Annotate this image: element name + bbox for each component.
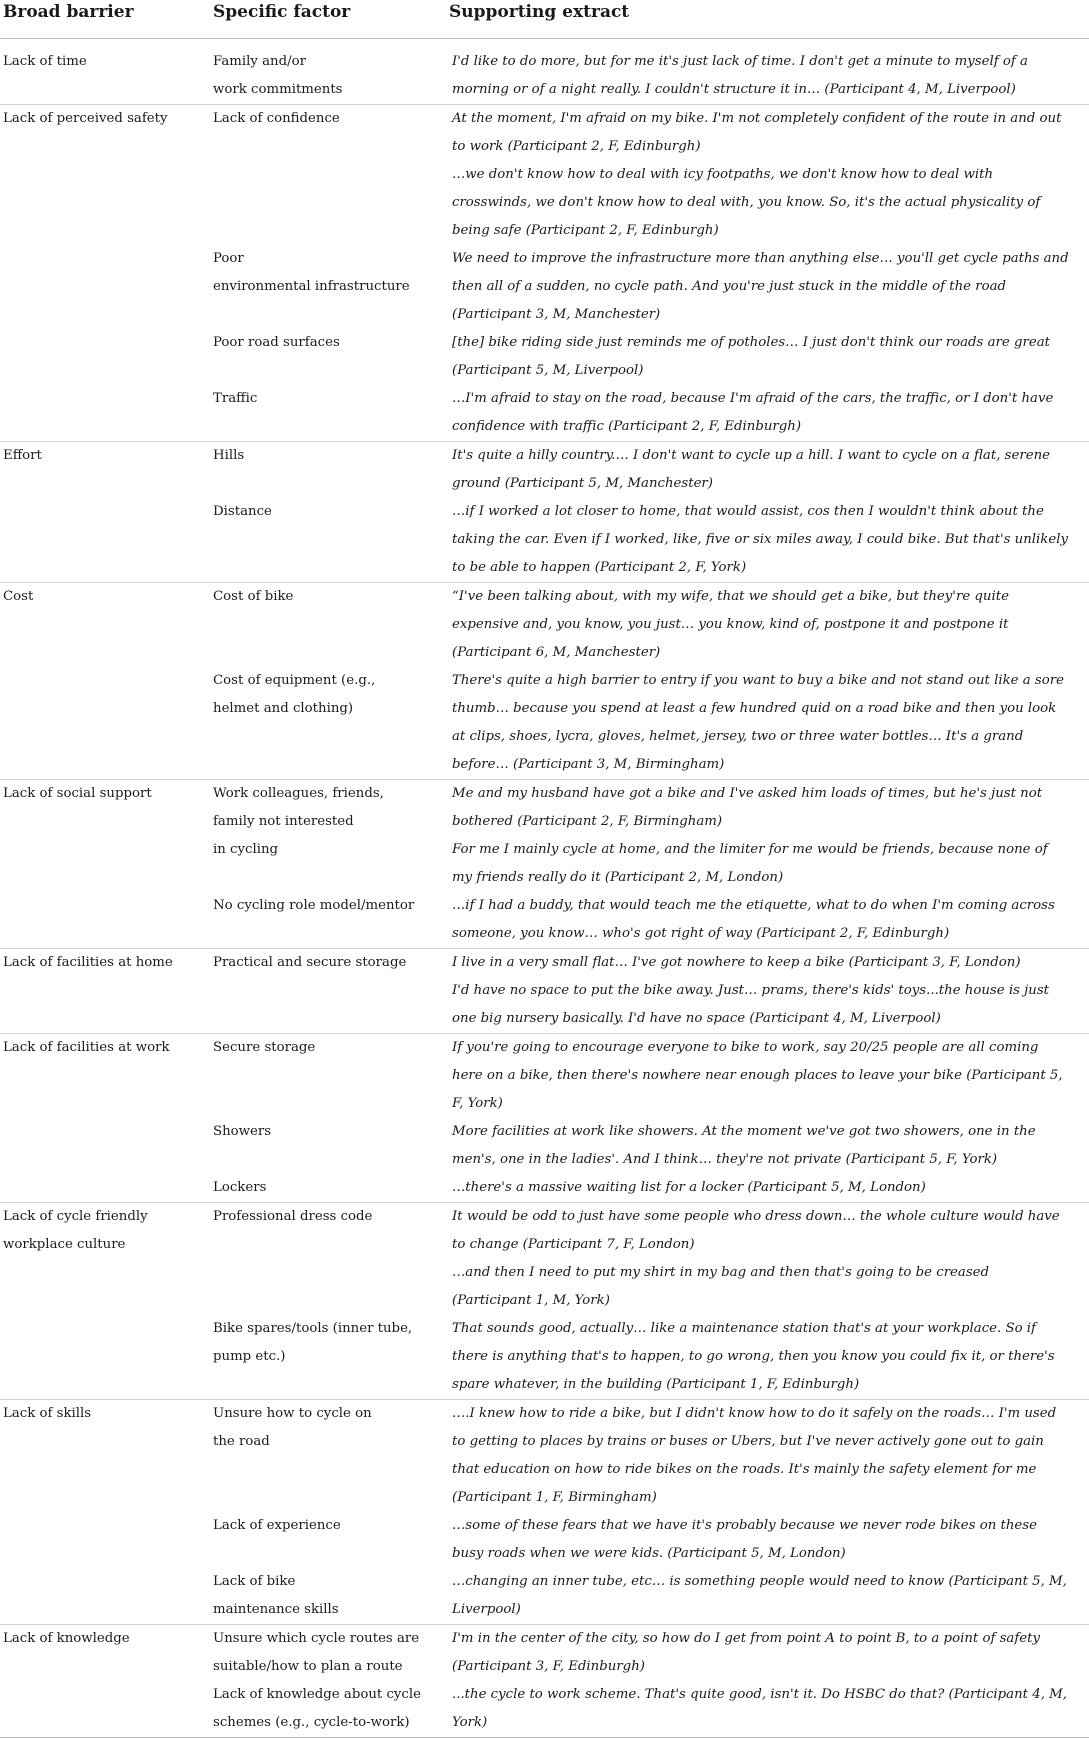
barrier-group-table — [0, 1034, 1089, 1202]
broad-barrier-cell — [0, 1625, 213, 1681]
table-row — [0, 1118, 1089, 1174]
table-body — [0, 48, 1089, 1738]
broad-barrier-cell — [0, 1118, 213, 1174]
supporting-extract-quote: ...the cycle to work scheme. That's quite good, isn't it. Do HSBC do that? (Participant 4, M, York) — [452, 1687, 1067, 1730]
supporting-extract-cell — [452, 892, 1089, 948]
supporting-extract-quote: …some of these fears that we have it's probably because we never rode bikes on these busy roads when we were kids. (Participant 5, M, London) — [452, 1518, 1037, 1561]
specific-factor-cell — [213, 892, 452, 948]
specific-factor-text: Lack of experience — [213, 1518, 341, 1533]
broad-barrier-cell — [0, 442, 213, 498]
supporting-extract-quote: …changing an inner tube, etc… is something people would need to know (Participant 5, M, Liverpool) — [452, 1574, 1067, 1617]
supporting-extract-cell — [452, 583, 1089, 667]
specific-factor-text: No cycling role model/mentor — [213, 898, 415, 913]
specific-factor-cell — [213, 1034, 452, 1118]
broad-barrier-text: Lack of time — [3, 54, 87, 69]
broad-barrier-text: Lack of knowledge — [3, 1631, 130, 1646]
supporting-extract-cell — [452, 1118, 1089, 1174]
specific-factor-text: Cost of equipment (e.g., helmet and clothing) — [213, 673, 376, 716]
supporting-extract-cell — [452, 329, 1089, 385]
supporting-extract-quote: “I've been talking about, with my wife, that we should get a bike, but they're quite expensive and, you know, you just… you know, kind of, postpone it and postpone it (Participant 6, M, Manchester) — [452, 589, 1009, 660]
barrier-group — [0, 1625, 1089, 1738]
supporting-extract-quote: It's quite a hilly country.… I don't want to cycle up a hill. I want to cycle on a flat, serene ground (Participant 5, M, Manchester) — [452, 448, 1050, 491]
specific-factor-text: Hills — [213, 448, 245, 463]
table-row — [0, 329, 1089, 385]
specific-factor-cell — [213, 949, 452, 1033]
supporting-extract-cell — [452, 667, 1089, 779]
broad-barrier-text: Cost — [3, 589, 34, 604]
broad-barrier-text: Lack of social support — [3, 786, 152, 801]
barrier-group-table — [0, 1400, 1089, 1624]
barrier-group — [0, 48, 1089, 105]
specific-factor-text: Professional dress code — [213, 1209, 373, 1224]
table-row — [0, 105, 1089, 245]
table-row — [0, 442, 1089, 498]
specific-factor-text: Unsure which cycle routes are suitable/how to plan a route — [213, 1631, 420, 1674]
table-row — [0, 1034, 1089, 1118]
broad-barrier-text: Lack of skills — [3, 1406, 92, 1421]
broad-barrier-cell — [0, 498, 213, 582]
broad-barrier-cell — [0, 329, 213, 385]
specific-factor-text: Lack of bike maintenance skills — [213, 1574, 339, 1617]
broad-barrier-cell — [0, 1512, 213, 1568]
barrier-group — [0, 1400, 1089, 1625]
table-row — [0, 1174, 1089, 1202]
table-row — [0, 1400, 1089, 1512]
supporting-extract-quote: …there's a massive waiting list for a locker (Participant 5, M, London) — [452, 1180, 926, 1195]
supporting-extract-cell — [452, 780, 1089, 892]
broad-barrier-cell — [0, 1203, 213, 1315]
supporting-extract-quote: I'd like to do more, but for me it's just lack of time. I don't get a minute to myself of a morning or of a night really. I couldn't structure it in… (Participant 4, M, Liverpool) — [452, 54, 1028, 97]
supporting-extract-cell — [452, 1203, 1089, 1315]
broad-barrier-cell — [0, 1174, 213, 1202]
table-row — [0, 385, 1089, 441]
supporting-extract-cell — [452, 498, 1089, 582]
supporting-extract-quote: …and then I need to put my shirt in my bag and then that's going to be creased (Participant 1, M, York) — [452, 1265, 990, 1308]
table-row — [0, 583, 1089, 667]
supporting-extract-quote: …if I had a buddy, that would teach me the etiquette, what to do when I'm coming across someone, you know… who's got right of way (Participant 2, F, Edinburgh) — [452, 898, 1055, 941]
broad-barrier-cell — [0, 385, 213, 441]
specific-factor-text: Practical and secure storage — [213, 955, 407, 970]
specific-factor-text: Distance — [213, 504, 272, 519]
barrier-group — [0, 780, 1089, 949]
specific-factor-text: Lack of knowledge about cycle schemes (e.g., cycle-to-work) — [213, 1687, 421, 1730]
header-supporting-extract: Supporting extract — [449, 2, 630, 22]
barrier-group-table — [0, 780, 1089, 948]
broad-barrier-cell — [0, 780, 213, 892]
barrier-group — [0, 949, 1089, 1034]
specific-factor-cell — [213, 385, 452, 441]
supporting-extract-quote: ….I knew how to ride a bike, but I didn't know how to do it safely on the roads… I'm used to getting to places by trains or buses or Ubers, but I've never actively gone out to gain that education on how to ride bikes on the roads. It's mainly the safety element for me (Participant 1, F, Birmingham) — [452, 1406, 1057, 1505]
specific-factor-cell — [213, 48, 452, 104]
broad-barrier-cell — [0, 48, 213, 104]
specific-factor-text: Lockers — [213, 1180, 267, 1195]
supporting-extract-cell — [452, 1315, 1089, 1399]
specific-factor-cell — [213, 780, 452, 892]
broad-barrier-text: Lack of perceived safety — [3, 111, 168, 126]
specific-factor-text: Traffic — [213, 391, 258, 406]
specific-factor-cell — [213, 1681, 452, 1737]
broad-barrier-text: Lack of cycle friendly workplace culture — [3, 1209, 148, 1252]
supporting-extract-quote: I live in a very small flat… I've got nowhere to keep a bike (Participant 3, F, London) — [452, 955, 1021, 970]
supporting-extract-quote: For me I mainly cycle at home, and the limiter for me would be friends, because none of my friends really do it (Participant 2, M, London) — [452, 842, 1048, 885]
specific-factor-cell — [213, 498, 452, 582]
supporting-extract-quote: I'm in the center of the city, so how do I get from point A to point B, to a point of safety (Participant 3, F, Edinburgh) — [452, 1631, 1041, 1674]
barrier-group — [0, 1203, 1089, 1400]
specific-factor-text: Bike spares/tools (inner tube, pump etc.) — [213, 1321, 413, 1364]
supporting-extract-cell — [452, 1400, 1089, 1512]
broad-barrier-text: Lack of facilities at work — [3, 1040, 170, 1055]
specific-factor-cell — [213, 329, 452, 385]
table-row — [0, 245, 1089, 329]
header-broad-barrier: Broad barrier — [3, 2, 134, 22]
specific-factor-text: Showers — [213, 1124, 272, 1139]
barrier-group-table — [0, 583, 1089, 779]
table-header — [0, 0, 1089, 39]
supporting-extract-cell — [452, 105, 1089, 245]
specific-factor-cell — [213, 1625, 452, 1681]
supporting-extract-quote: At the moment, I'm afraid on my bike. I'm not completely confident of the route in and out to work (Participant 2, F, Edinburgh) — [452, 111, 1062, 154]
supporting-extract-cell — [452, 1174, 1089, 1202]
barrier-group-table — [0, 442, 1089, 582]
barrier-group — [0, 442, 1089, 583]
supporting-extract-quote: There's quite a high barrier to entry if you want to buy a bike and not stand out like a sore thumb… because you spend at least a few hundred quid on a road bike and then you look at clips, shoes, lycra, gloves, helmet, jersey, two or three water bottles… It's a grand before… (Participant 3, M, Birmingham) — [452, 673, 1064, 772]
table-row — [0, 1681, 1089, 1737]
supporting-extract-quote: I'd have no space to put the bike away. Just… prams, there's kids' toys...the house is just one big nursery basically. I'd have no space (Participant 4, M, Liverpool) — [452, 983, 1050, 1026]
barrier-group — [0, 583, 1089, 780]
barrier-group-table — [0, 48, 1089, 104]
table-row — [0, 780, 1089, 892]
supporting-extract-quote: It would be odd to just have some people who dress down… the whole culture would have to change (Participant 7, F, London) — [452, 1209, 1060, 1252]
broad-barrier-cell — [0, 1681, 213, 1737]
specific-factor-text: Secure storage — [213, 1040, 316, 1055]
supporting-extract-quote: Me and my husband have got a bike and I've asked him loads of times, but he's just not bothered (Participant 2, F, Birmingham) — [452, 786, 1043, 829]
barrier-group-table — [0, 105, 1089, 441]
supporting-extract-cell — [452, 1034, 1089, 1118]
supporting-extract-quote: We need to improve the infrastructure more than anything else… you'll get cycle paths and then all of a sudden, no cycle path. And you're just stuck in the middle of the road (Participant 3, M, Manchester) — [452, 251, 1069, 322]
supporting-extract-cell — [452, 1625, 1089, 1681]
specific-factor-text: Lack of confidence — [213, 111, 340, 126]
supporting-extract-quote: If you're going to encourage everyone to bike to work, say 20/25 people are all coming here on a bike, then there's nowhere near enough places to leave your bike (Participant 5, F, York) — [452, 1040, 1063, 1111]
specific-factor-cell — [213, 105, 452, 245]
specific-factor-cell — [213, 1118, 452, 1174]
specific-factor-cell — [213, 667, 452, 779]
broad-barrier-text: Effort — [3, 448, 42, 463]
table-row — [0, 892, 1089, 948]
specific-factor-cell — [213, 1203, 452, 1315]
supporting-extract-quote: More facilities at work like showers. At the moment we've got two showers, one in the men's, one in the ladies'. And I think… they're not private (Participant 5, F, York) — [452, 1124, 1036, 1167]
barrier-group — [0, 105, 1089, 442]
supporting-extract-quote: …if I worked a lot closer to home, that would assist, cos then I wouldn't think about the taking the car. Even if I worked, like, five or six miles away, I could bike. But that's unlikely to be able to happen (Participant 2, F, York) — [452, 504, 1068, 575]
table-row — [0, 1203, 1089, 1315]
specific-factor-cell — [213, 442, 452, 498]
broad-barrier-cell — [0, 583, 213, 667]
specific-factor-text: Poor road surfaces — [213, 335, 340, 350]
supporting-extract-cell — [452, 385, 1089, 441]
table-row — [0, 498, 1089, 582]
broad-barrier-cell — [0, 949, 213, 1033]
supporting-extract-cell — [452, 1512, 1089, 1568]
supporting-extract-cell — [452, 442, 1089, 498]
table-row — [0, 667, 1089, 779]
broad-barrier-cell — [0, 105, 213, 245]
specific-factor-cell — [213, 1512, 452, 1568]
specific-factor-cell — [213, 1400, 452, 1512]
broad-barrier-cell — [0, 667, 213, 779]
barrier-group-table — [0, 1203, 1089, 1399]
specific-factor-cell — [213, 1174, 452, 1202]
specific-factor-cell — [213, 245, 452, 329]
specific-factor-text: Unsure how to cycle on the road — [213, 1406, 372, 1449]
table-row — [0, 1512, 1089, 1568]
supporting-extract-quote: …I'm afraid to stay on the road, because I'm afraid of the cars, the traffic, or I don't have confidence with traffic (Participant 2, F, Edinburgh) — [452, 391, 1054, 434]
header-specific-factor: Specific factor — [213, 2, 351, 22]
supporting-extract-cell — [452, 1681, 1089, 1737]
supporting-extract-quote: [the] bike riding side just reminds me of potholes… I just don't think our roads are great (Participant 5, M, Liverpool) — [452, 335, 1050, 378]
broad-barrier-cell — [0, 1315, 213, 1399]
specific-factor-text: Cost of bike — [213, 589, 294, 604]
table-row — [0, 1315, 1089, 1399]
broad-barrier-text: Lack of facilities at home — [3, 955, 173, 970]
table-row — [0, 48, 1089, 104]
specific-factor-cell — [213, 1315, 452, 1399]
supporting-extract-quote: …we don't know how to deal with icy footpaths, we don't know how to deal with crosswinds, we don't know how to deal with, you know. So, it's the actual physicality of being safe (Participant 2, F, Edinburgh) — [452, 167, 1041, 238]
specific-factor-text: Poor environmental infrastructure — [213, 251, 410, 294]
specific-factor-cell — [213, 583, 452, 667]
supporting-extract-cell — [452, 949, 1089, 1033]
supporting-extract-cell — [452, 48, 1089, 104]
specific-factor-text: Work colleagues, friends, family not interested in cycling — [213, 786, 384, 857]
broad-barrier-cell — [0, 1034, 213, 1118]
broad-barrier-cell — [0, 1400, 213, 1512]
barrier-group — [0, 1034, 1089, 1203]
broad-barrier-cell — [0, 892, 213, 948]
supporting-extract-quote: That sounds good, actually… like a maintenance station that's at your workplace. So if there is anything that's to happen, to go wrong, then you know you could fix it, or there's spare whatever, in the building (Participant 1, F, Edinburgh) — [452, 1321, 1055, 1392]
supporting-extract-cell — [452, 245, 1089, 329]
table-row — [0, 949, 1089, 1033]
table-row — [0, 1625, 1089, 1681]
specific-factor-text: Family and/or work commitments — [213, 54, 343, 97]
barrier-group-table — [0, 949, 1089, 1033]
barrier-group-table — [0, 1625, 1089, 1737]
broad-barrier-cell — [0, 245, 213, 329]
